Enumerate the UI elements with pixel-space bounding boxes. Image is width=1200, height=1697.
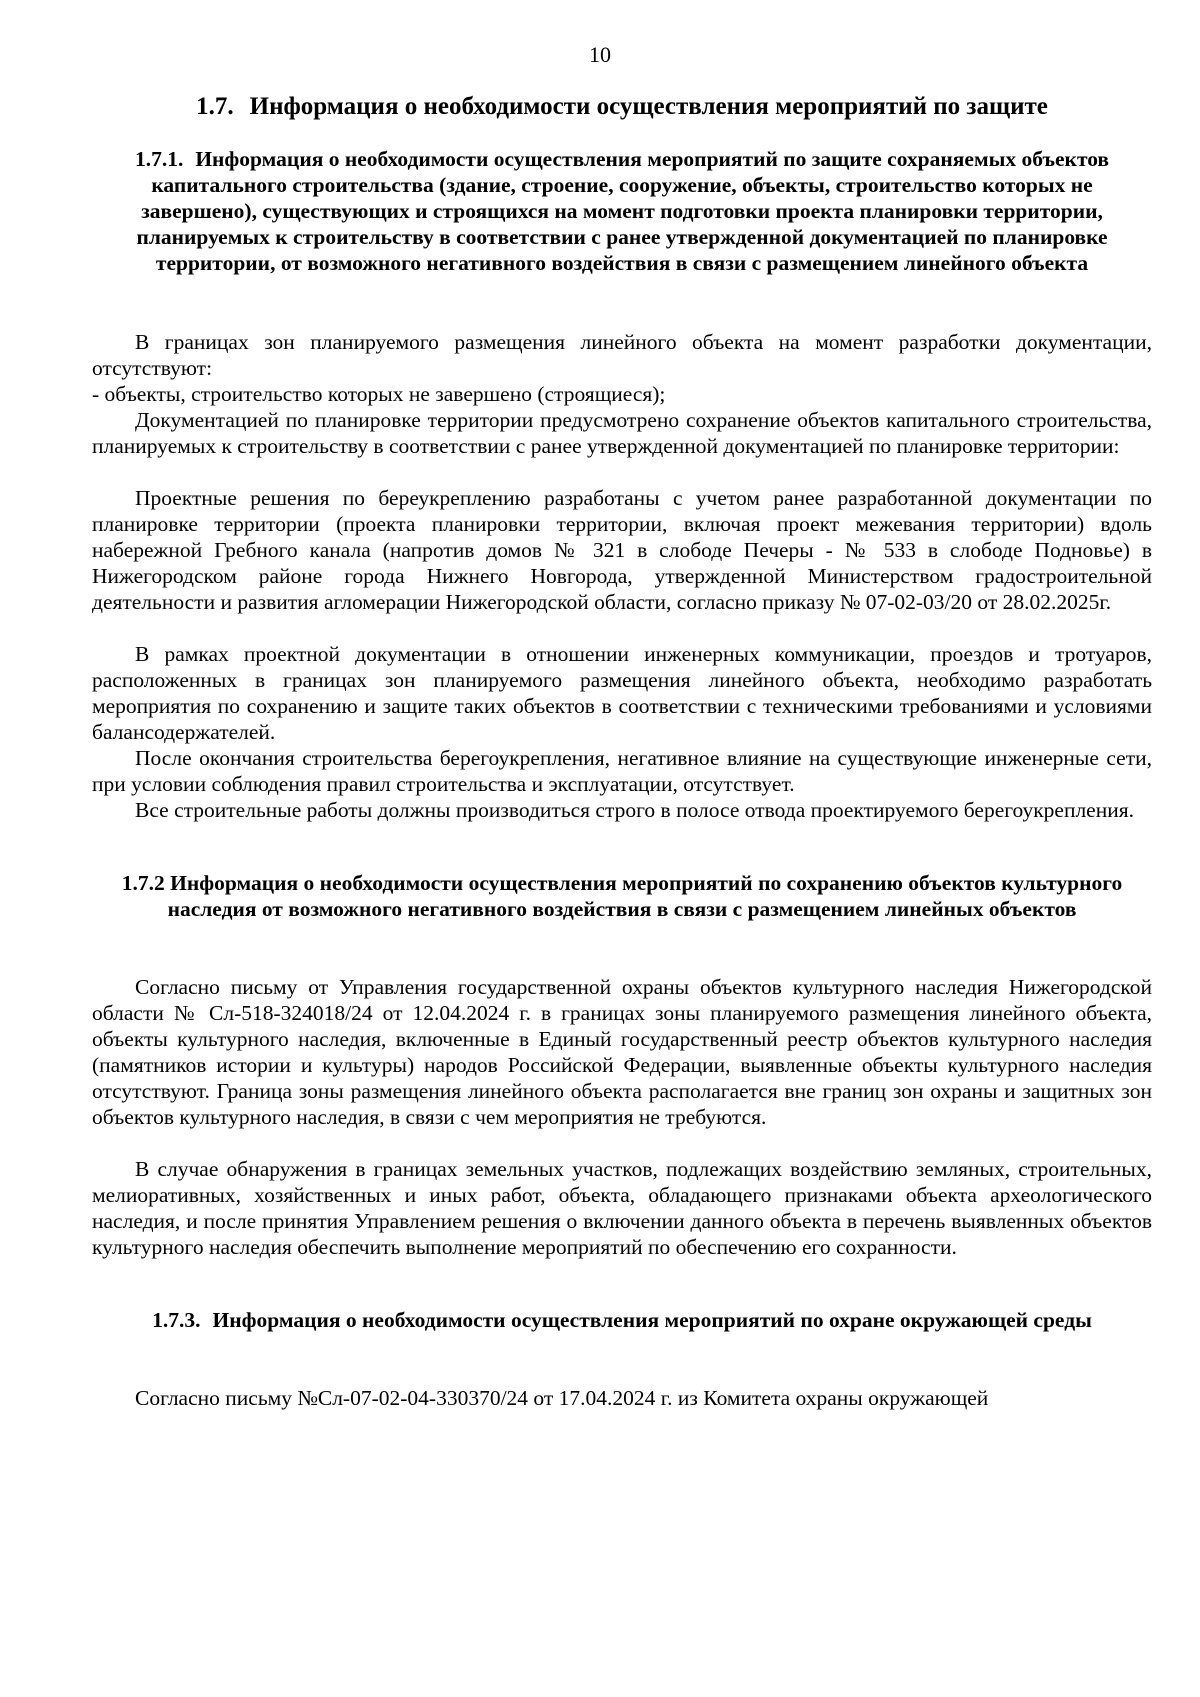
paragraph: Согласно письму №Сл-07-02-04-330370/24 от 17.04.2024 г. из Комитета охраны окружающей xyxy=(135,1386,989,1410)
paragraph: В границах зон планируемого размещения линейного объекта на момент разработки документации, отсутствуют: xyxy=(92,330,1152,380)
section-1-7-1-number: 1.7.1. xyxy=(134,147,184,171)
section-1-7-2-heading: 1.7.2 Информация о необходимости осуществления мероприятий по сохранению объектов культурного наследия от возможного негативного воздействия в связи с размещением линейных объектов xyxy=(121,871,1123,921)
section-1-7-1-title: Информация о необходимости осуществления мероприятий по защите сохраняемых объектов капитального строительства (здание, строение, сооружение, объекты, строительство которых не завершено), существующих и строящихся на момент подготовки проекта планировки территории, планируемых к строительству в соответствии с ранее утвержденной документацией по планировке территории, от возможного негативного воздействия в связи с размещением линейного объекта xyxy=(136,147,1110,275)
section-1-7-3-number: 1.7.3. xyxy=(152,1308,201,1332)
section-1-7-number: 1.7. xyxy=(196,93,234,120)
paragraph: Согласно письму от Управления государственной охраны объектов культурного наследия Нижегородской области № Сл-518-324018/24 от 12.04.2024 г. в границах зоны планируемого размещения линейного объекта, объекты культурного наследия, включенные в Единый государственный реестр объектов культурного наследия (памятников истории и культуры) народов Российской Федерации, выявленные объекты культурного наследия отсутствуют. Граница зоны размещения линейного объекта располагается вне границ зон охраны и защитных зон объектов культурного наследия, в связи с чем мероприятия не требуются. xyxy=(92,975,1152,1129)
section-1-7-3-title: Информация о необходимости осуществления мероприятий по охране окружающей среды xyxy=(212,1308,1092,1332)
page-number: 10 xyxy=(589,42,611,67)
section-1-7-1-heading xyxy=(92,146,1152,276)
section-1-7-heading xyxy=(92,92,1152,122)
paragraph: Все строительные работы должны производиться строго в полосе отвода проектируемого берегоукрепления. xyxy=(135,798,1134,822)
paragraph: Документацией по планировке территории предусмотрено сохранение объектов капитального строительства, планируемых к строительству в соответствии с ранее утвержденной документацией по планировке территории: xyxy=(92,408,1152,458)
section-1-7-3-heading xyxy=(92,1307,1152,1333)
paragraph: После окончания строительства берегоукрепления, негативное влияние на существующие инженерные сети, при условии соблюдения правил строительства и эксплуатации, отсутствует. xyxy=(92,746,1152,796)
section-1-7-title: Информация о необходимости осуществления мероприятий по защите xyxy=(249,93,1048,120)
paragraph: Проектные решения по береукреплению разработаны с учетом ранее разработанной документации по планировке территории (проекта планировки территории, включая проект межевания территории) вдоль набережной Гребного канала (напротив домов № 321 в слободе Печеры - № 533 в слободе Подновье) в Нижегородском районе города Нижнего Новгорода, утвержденной Министерством градостроительной деятельности и развития агломерации Нижегородской области, согласно приказу № 07-02-03/20 от 28.02.2025г. xyxy=(92,486,1152,614)
paragraph: В рамках проектной документации в отношении инженерных коммуникации, проездов и тротуаров, расположенных в границах зон планируемого размещения линейного объекта, необходимо разработать мероприятия по сохранению и защите таких объектов в соответствии с техническими требованиями и условиями балансодержателей. xyxy=(92,642,1152,744)
list-item: - объекты, строительство которых не завершено (строящиеся); xyxy=(92,382,666,406)
paragraph: В случае обнаружения в границах земельных участков, подлежащих воздействию земляных, строительных, мелиоративных, хозяйственных и иных работ, объекта, обладающего признаками объекта археологического наследия, и после принятия Управлением решения о включении данного объекта в перечень выявленных объектов культурного наследия обеспечить выполнение мероприятий по обеспечению его сохранности. xyxy=(92,1157,1152,1259)
